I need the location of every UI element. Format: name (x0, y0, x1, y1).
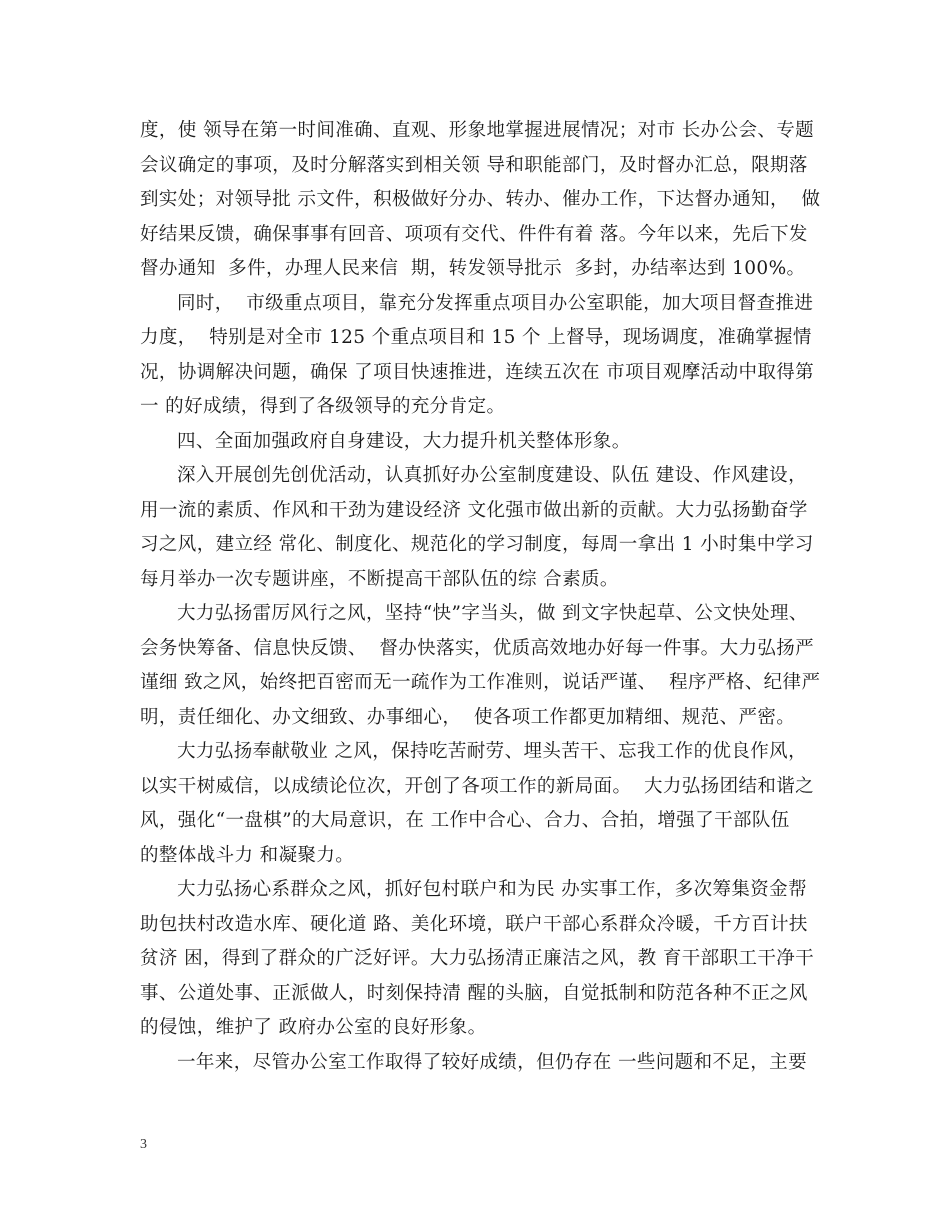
text-line: 事、公道处事、正派做人，时刻保持清 醒的头脑，自觉抵制和防范各种不正之风 (140, 982, 808, 1004)
text-line: 一 的好成绩，得到了各级领导的充分肯定。 (140, 396, 506, 417)
paragraph-first-line: 四、全面加强政府自身建设，大力提升机关整体形象。 (177, 430, 631, 452)
text-line: 习之风，建立经 常化、制度化、规范化的学习制度，每周一拿出 1 小时集中学习 (140, 534, 814, 555)
text-line: 况，协调解决问题，确保 了项目快速推进，连续五次在 市项目观摩活动中取得第 (140, 361, 815, 383)
paragraph-first-line: 同时， 市级重点项目，靠充分发挥重点项目办公室职能，加大项目督查推进 (177, 292, 814, 314)
text-line: 度，使 领导在第一时间准确、直观、形象地掌握进展情况；对市 长办公会、专题 (140, 120, 815, 141)
text-line: 会务快筹备、信息快反馈、 督办快落实，优质高效地办好每一件事。大力弘扬严 (140, 637, 815, 659)
text-line: 的整体战斗力 和凝聚力。 (140, 844, 355, 866)
paragraph-first-line: 大力弘扬奉献敬业 之风，保持吃苦耐劳、埋头苦干、忘我工作的优良作风， (177, 741, 807, 762)
text-line: 谨细 致之风，始终把百密而无一疏作为工作准则，说话严谨、 程序严格、纪律严 (140, 672, 821, 693)
text-line: 会议确定的事项，及时分解落实到相关领 导和职能部门，及时督办汇总，限期落 (140, 154, 808, 176)
page-number: 3 (140, 1137, 147, 1152)
paragraph-first-line: 大力弘扬心系群众之风，抓好包村联户和为民 办实事工作，多次筹集资金帮 (177, 879, 807, 900)
text-line: 明，责任细化、办文细致、办事细心， 使各项工作都更加精细、规范、严密。 (140, 706, 796, 728)
text-line: 助包扶村改造水库、硬化道 路、美化环境，联户干部心系群众冷暖，千方百计扶 (140, 913, 808, 935)
text-line: 贫济 困，得到了群众的广泛好评。大力弘扬清正廉洁之风，教 育干部职工干净干 (140, 948, 815, 969)
text-line: 风，强化“一盘棋”的大局意识，在 工作中合心、合力、合拍，增强了干部队伍 (140, 810, 790, 831)
text-line: 到实处；对领导批 示文件，积极做好分办、转办、催办工作，下达督办通知， 做 (140, 189, 821, 210)
text-line: 以实干树威信，以成绩论位次，开创了各项工作的新局面。 大力弘扬团结和谐之 (140, 775, 815, 797)
text-line: 督办通知 多件，办理人民来信 期，转发领导批示 多封，办结率达到 100%。 (140, 258, 806, 279)
paragraph-first-line: 一年来，尽管办公室工作取得了较好成绩，但仍存在 一些问题和不足，主要 (177, 1051, 807, 1073)
text-line: 的侵蚀，维护了 政府办公室的良好形象。 (140, 1017, 487, 1038)
text-line: 每月举办一次专题讲座，不断提高干部队伍的综 合素质。 (140, 568, 619, 590)
paragraph-first-line: 深入开展创先创优活动，认真抓好办公室制度建设、队伍 建设、作风建设， (177, 465, 807, 486)
paragraph-first-line: 大力弘扬雷厉风行之风，坚持“快”字当头，做 到文字快起草、公文快处理、 (177, 603, 808, 624)
text-line: 用一流的素质、作风和干劲为建设经济 文化强市做出新的贡献。大力弘扬勤奋学 (140, 499, 808, 521)
text-line: 力度， 特别是对全市 125 个重点项目和 15 个 上督导，现场调度，准确掌握情 (140, 327, 812, 348)
text-line: 好结果反馈，确保事事有回音、项项有交代、件件有着 落。今年以来，先后下发 (140, 223, 808, 245)
body-text (140, 114, 830, 1080)
